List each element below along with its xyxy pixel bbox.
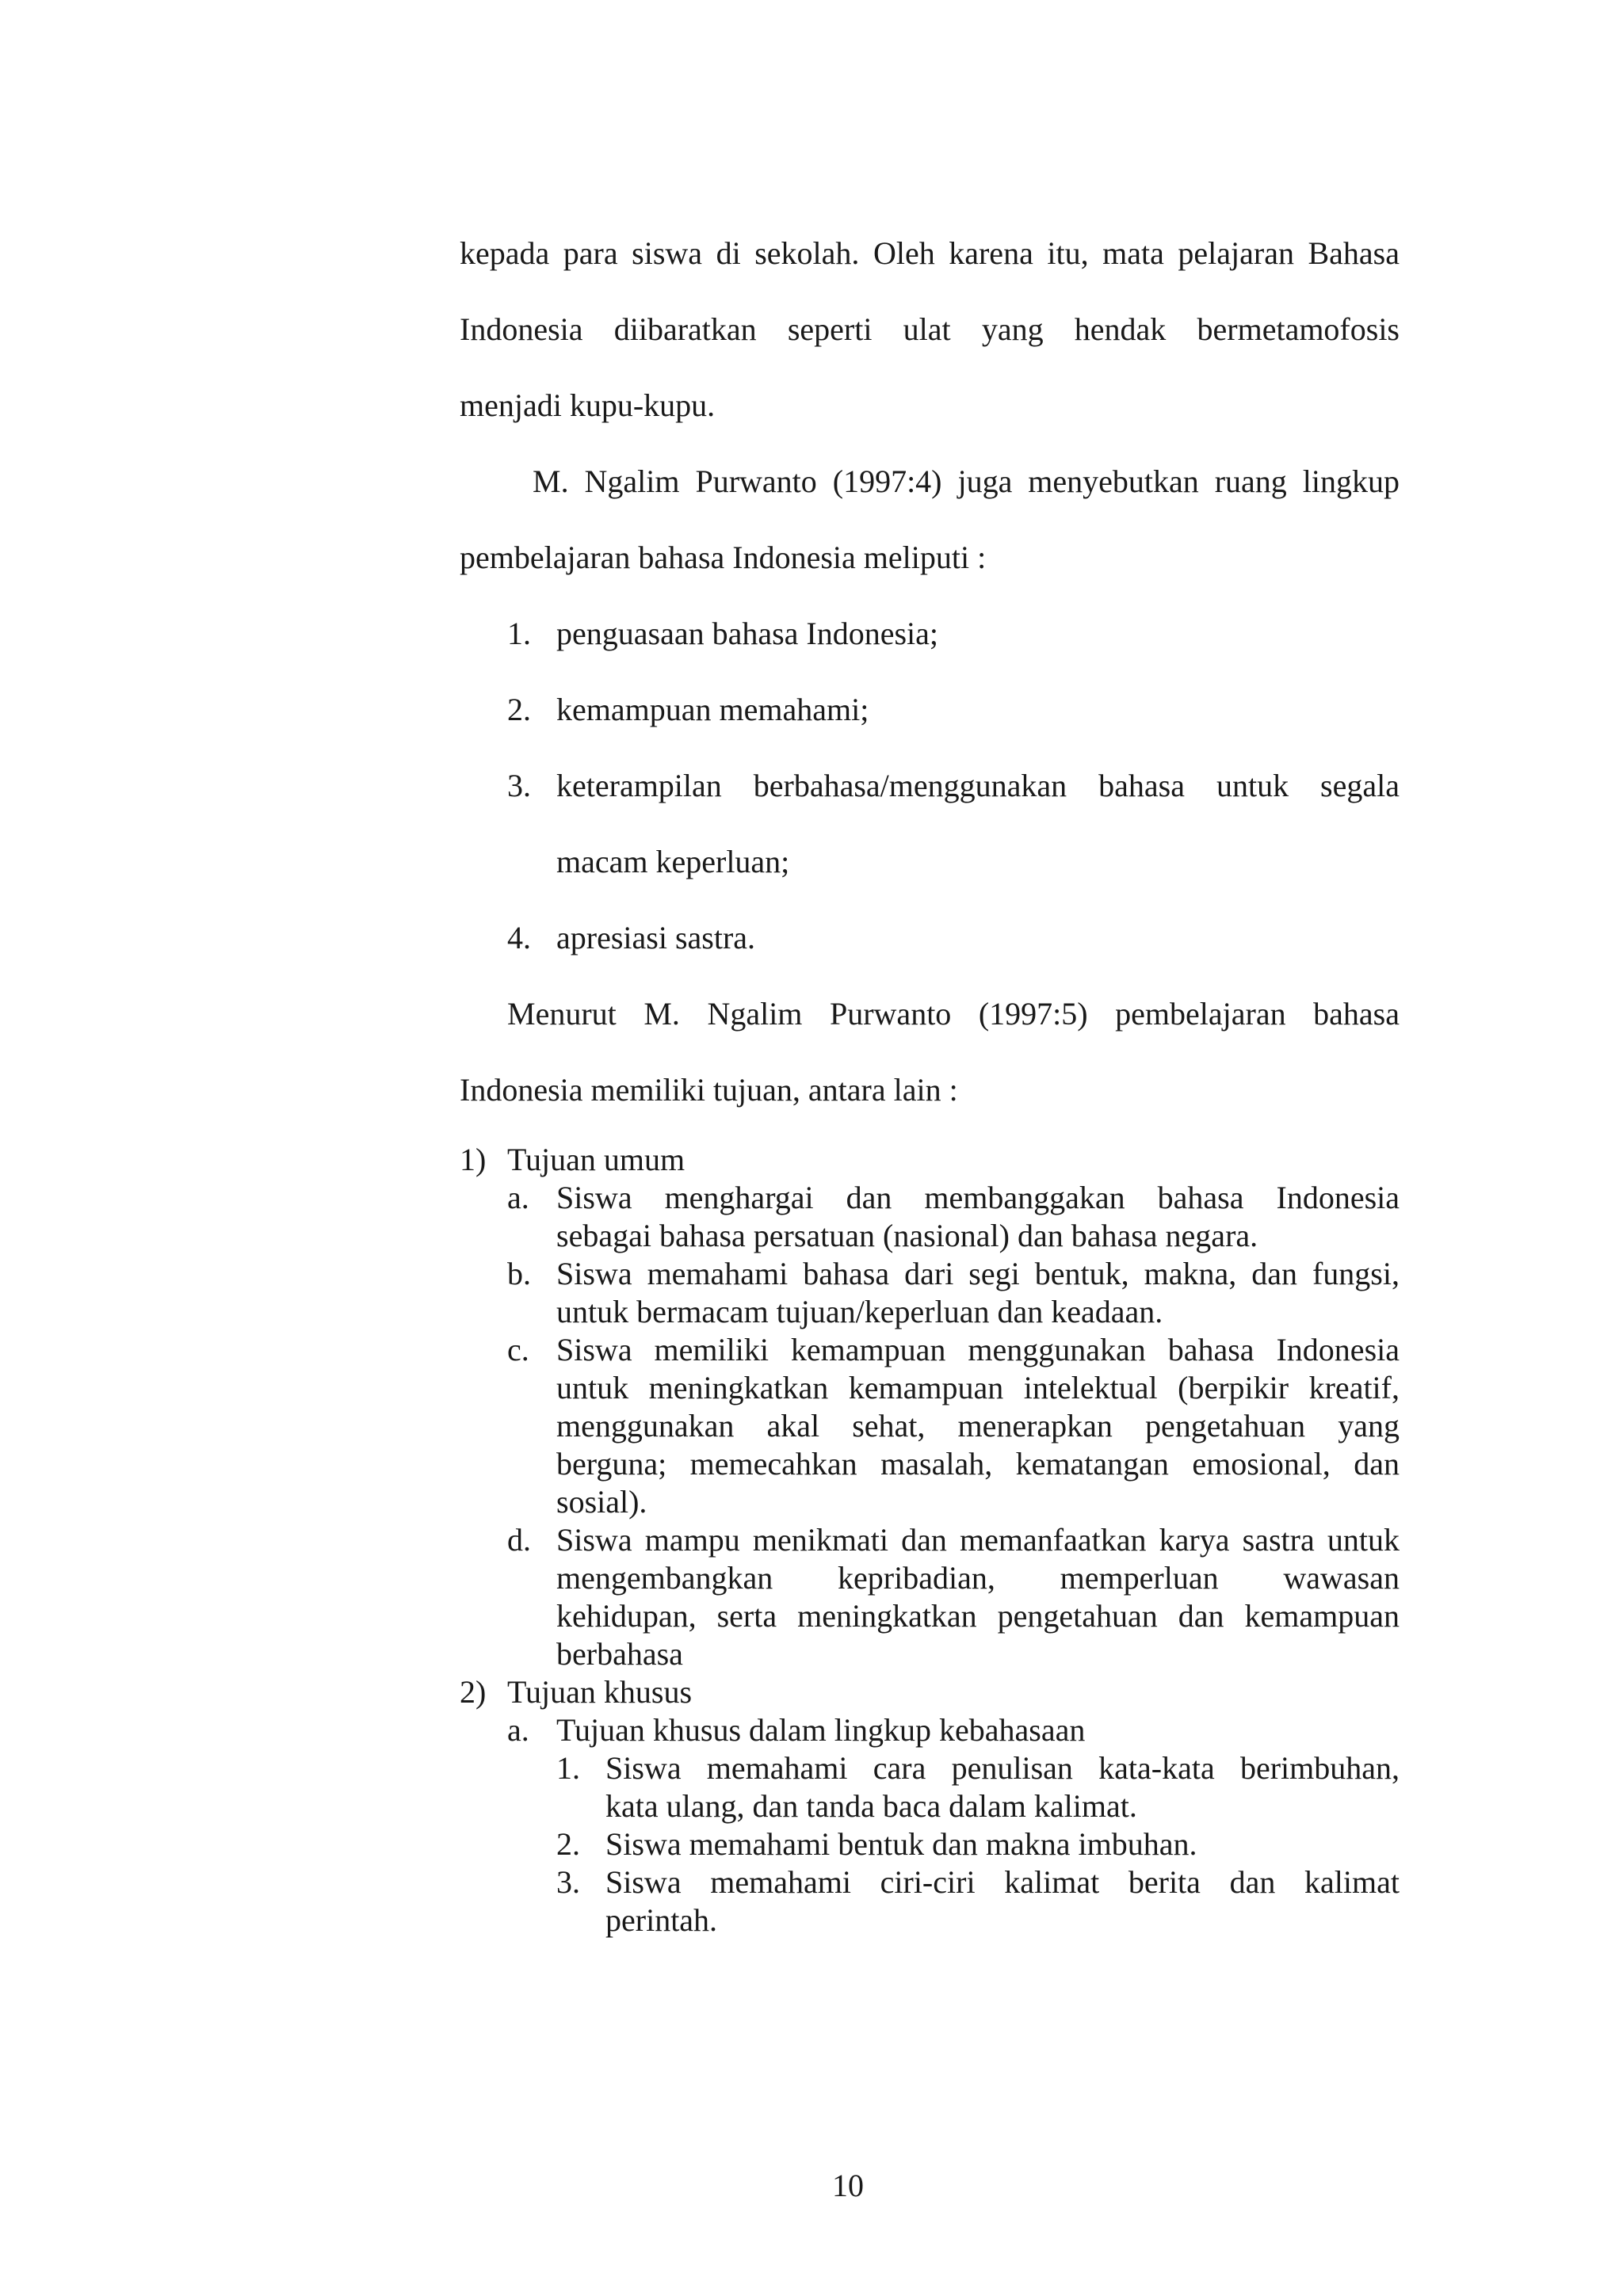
sub-item-line: kata ulang, dan tanda baca dalam kalimat. (605, 1788, 1137, 1824)
goal-item-line: Siswa memiliki kemampuan menggunakan bahasa Indonesia (556, 1332, 1400, 1367)
goal-item-line: berbahasa (556, 1636, 683, 1672)
goal-item-line: sebagai bahasa persatuan (nasional) dan bahasa negara. (556, 1218, 1258, 1253)
goal-item-line: untuk bermacam tujuan/keperluan dan keadaan. (556, 1294, 1163, 1329)
list-number: 2. (507, 692, 531, 727)
goal-number: 2) (460, 1674, 487, 1710)
paragraph-line: Indonesia memiliki tujuan, antara lain : (460, 1072, 958, 1108)
list-item-text: keterampilan berbahasa/menggunakan bahasa untuk segala (556, 768, 1400, 803)
sub-item-line: Siswa memahami ciri-ciri kalimat berita dan kalimat (605, 1864, 1400, 1900)
paragraph-line: pembelajaran bahasa Indonesia meliputi : (460, 540, 987, 575)
list-number: 1. (507, 616, 531, 651)
list-number: 4. (507, 920, 531, 955)
paragraph-line: M. Ngalim Purwanto (1997:4) juga menyebutkan ruang lingkup (533, 463, 1400, 499)
paragraph-line: Menurut M. Ngalim Purwanto (1997:5) pembelajaran bahasa (507, 996, 1400, 1032)
sub-item-line: Siswa memahami cara penulisan kata-kata berimbuhan, (605, 1750, 1400, 1786)
list-number: 3. (507, 768, 531, 803)
sub-item-number: 1. (556, 1750, 580, 1786)
goal-item-line: Siswa mampu menikmati dan memanfaatkan karya sastra untuk (556, 1522, 1400, 1558)
goal-item-line: berguna; memecahkan masalah, kematangan emosional, dan (556, 1446, 1400, 1482)
goal-item-line: mengembangkan kepribadian, memperluan wawasan (556, 1560, 1400, 1596)
goal-item-letter: d. (507, 1522, 531, 1558)
page-number: 10 (832, 2168, 864, 2203)
sub-item-line: perintah. (605, 1902, 718, 1938)
goal-item-line: menggunakan akal sehat, menerapkan pengetahuan yang (556, 1408, 1400, 1444)
goal-item-line: Siswa menghargai dan membanggakan bahasa Indonesia (556, 1180, 1400, 1215)
goal-item-letter: a. (507, 1712, 529, 1748)
goal-number: 1) (460, 1142, 487, 1177)
list-item-text: apresiasi sastra. (556, 920, 756, 955)
goal-item-letter: c. (507, 1332, 529, 1367)
paragraph-line: menjadi kupu-kupu. (460, 387, 716, 423)
paragraph-line: kepada para siswa di sekolah. Oleh karena itu, mata pelajaran Bahasa (460, 235, 1400, 271)
list-item-text: kemampuan memahami; (556, 692, 869, 727)
goal-item-letter: b. (507, 1256, 531, 1291)
sub-item-line: Siswa memahami bentuk dan makna imbuhan. (605, 1826, 1197, 1862)
paragraph-line: Indonesia diibaratkan seperti ulat yang hendak bermetamofosis (460, 311, 1400, 347)
goal-title: Tujuan khusus (507, 1674, 693, 1710)
list-item-text: penguasaan bahasa Indonesia; (556, 616, 939, 651)
sub-item-number: 2. (556, 1826, 580, 1862)
sub-item-number: 3. (556, 1864, 580, 1900)
goal-item-line: sosial). (556, 1484, 647, 1520)
goal-item-line: untuk meningkatkan kemampuan intelektual (berpikir kreatif, (556, 1370, 1400, 1405)
goal-item-letter: a. (507, 1180, 529, 1215)
goal-item-line: Siswa memahami bahasa dari segi bentuk, makna, dan fungsi, (556, 1256, 1400, 1291)
goal-item-line: kehidupan, serta meningkatkan pengetahuan dan kemampuan (556, 1598, 1400, 1634)
goal-subtitle: Tujuan khusus dalam lingkup kebahasaan (556, 1712, 1086, 1748)
goal-title: Tujuan umum (507, 1142, 685, 1177)
list-item-text: macam keperluan; (556, 844, 790, 879)
